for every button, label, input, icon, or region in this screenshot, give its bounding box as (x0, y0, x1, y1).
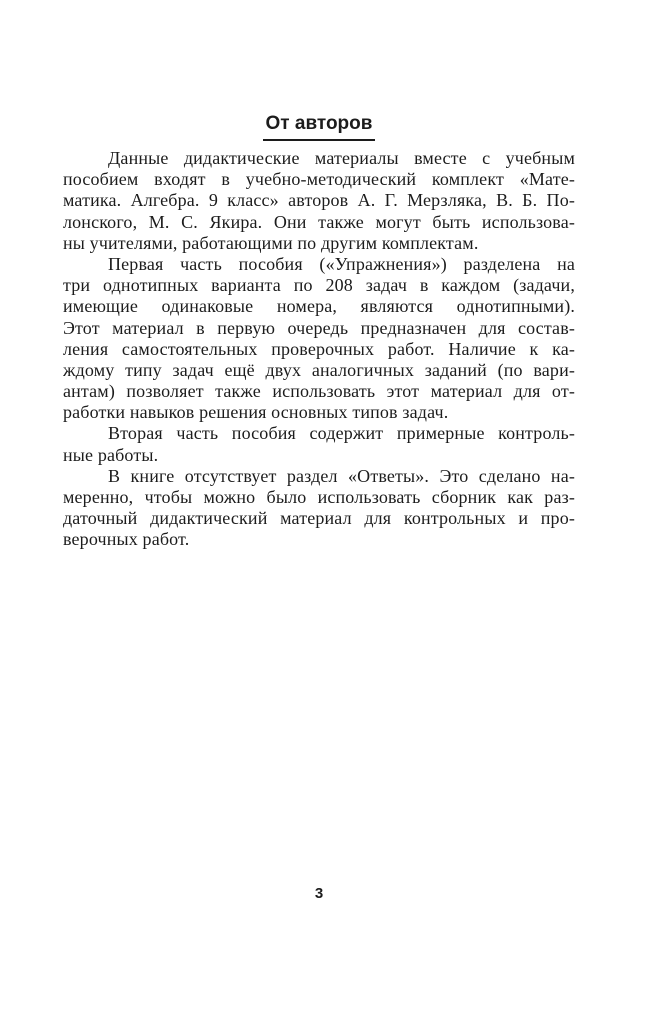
text-line: верочных работ. (63, 529, 190, 550)
paragraph-1 (63, 148, 575, 254)
text-line: Этот материал в первую очередь предназначен для состав- (63, 317, 575, 338)
text-line: лонского, М. С. Якира. Они также могут быть использова- (63, 211, 575, 232)
text-line: ления самостоятельных проверочных работ. Наличие к ка- (63, 338, 575, 359)
text-line: В книге отсутствует раздел «Ответы». Это сделано на- (108, 465, 575, 486)
body-text (63, 148, 575, 551)
text-line: меренно, чтобы можно было использовать сборник как раз- (63, 487, 575, 507)
text-line: даточный дидактический материал для контрольных и про- (63, 508, 575, 529)
text-line: ные работы. (63, 444, 159, 465)
page-number: 3 (314, 885, 324, 902)
text-line: ны учителями, работающими по другим комплектам. (63, 232, 479, 253)
text-line: антам) позволяет также использовать этот материал для от- (63, 381, 575, 402)
page-title-text: От авторов (263, 112, 376, 141)
text-line: ждому типу задач ещё двух аналогичных заданий (по вари- (63, 359, 575, 380)
text-line: пособием входят в учебно-методический комплект «Мате- (63, 169, 575, 190)
page-title (63, 112, 575, 141)
paragraph-4 (63, 466, 575, 551)
text-line: матика. Алгебра. 9 класс» авторов А. Г. Мерзляка, В. Б. По- (63, 190, 575, 211)
text-line: Данные дидактические материалы вместе с учебным (108, 148, 575, 168)
paragraph-2 (63, 254, 575, 424)
text-line: Первая часть пособия («Упражнения») разделена на (108, 253, 575, 274)
text-line: три однотипных варианта по 208 задач в каждом (задачи, (63, 275, 575, 296)
text-line: Вторая часть пособия содержит примерные контроль- (108, 423, 575, 444)
text-line: работки навыков решения основных типов задач. (63, 402, 449, 423)
paragraph-3 (63, 423, 575, 465)
text-line: имеющие одинаковые номера, являются однотипными). (63, 296, 575, 317)
